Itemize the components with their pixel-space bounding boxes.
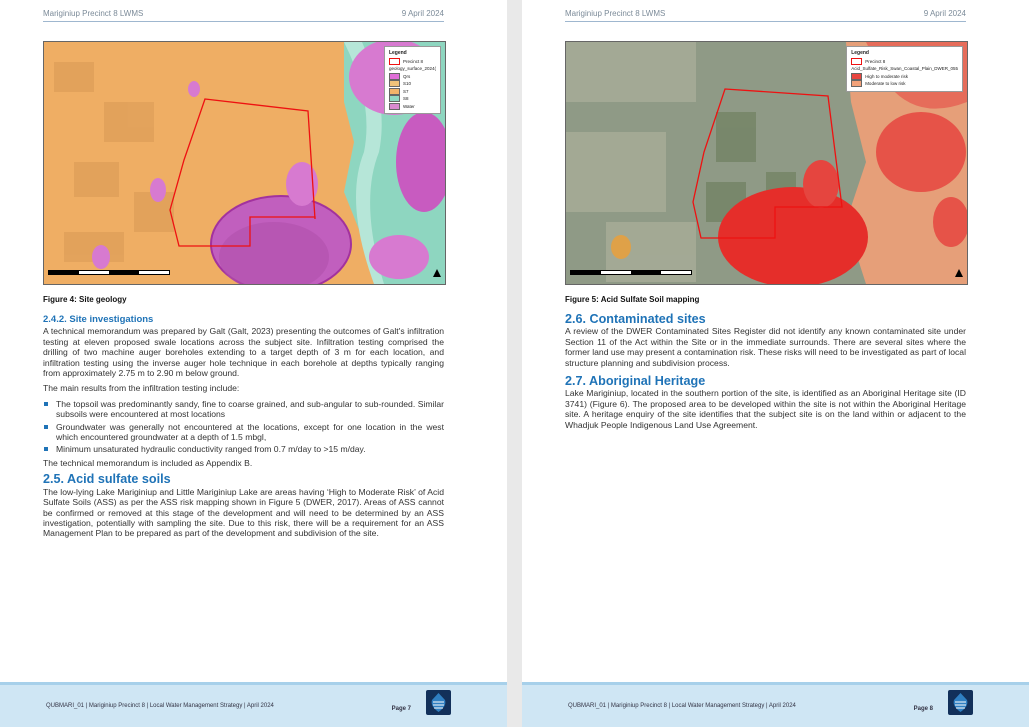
header-date: 9 April 2024 (401, 9, 444, 18)
map-legend (846, 46, 963, 92)
legend-swatch (389, 73, 400, 80)
paragraph: A technical memorandum was prepared by Galt (Galt, 2023) presenting the outcomes of Galt's infiltration testing at eleven proposed swale locations across the subject site. Infiltration testing comprised the drilling of two machine auger boreholes extending to a target depth of 3 m for each location, and infiltration testing using the inverse auger hole technique in each borehole at depths typically ranging from approximately 2.75 m to 2.90 m below ground. (43, 326, 444, 379)
page-footer (522, 682, 1029, 727)
legend-item (851, 58, 958, 66)
legend-label: S8 (402, 96, 409, 101)
map-legend (384, 46, 441, 114)
figure-caption: Figure 5: Acid Sulfate Soil mapping (565, 295, 700, 304)
paragraph: The low-lying Lake Mariginiup and Little Mariginiup Lake are areas having ‘High to Moderate Risk’ of Acid Sulfate Soils (ASS) as per the ASS risk mapping shown in Figure 5 (DWER, 2017). Areas of ASS cannot be confirmed or removed at this stage of the development and will need to be determined by an ASS investigation, potentially with sampling the site. Due to this risk, there will be a requirement for an ASS Management Plan to be prepared as part of the development and subdivision of the site. (43, 486, 444, 539)
legend-item (389, 58, 436, 66)
north-arrow-icon (955, 269, 963, 277)
legend-item (851, 80, 958, 88)
header-doc-title: Mariginiup Precinct 8 LWMS (43, 9, 144, 18)
page-header (565, 9, 966, 22)
legend-item (389, 65, 436, 73)
legend-title: Legend (388, 50, 407, 56)
footer-text: QUBMARI_01 | Mariginiup Precinct 8 | Local Water Management Strategy | April 2024 (46, 703, 274, 709)
paragraph: A review of the DWER Contaminated Sites Register did not identify any known contaminated site under Section 11 of the Act within the Site or in the immediate surrounds. There are several sites where the former land use may present a contamination risk. These risks will need to be investigated as part of local structure planning and subdivision process. (565, 326, 966, 368)
body-text (43, 315, 444, 544)
legend-swatch (389, 58, 400, 65)
legend-swatch (389, 80, 400, 87)
legend-item (851, 65, 958, 73)
legend-swatch (389, 88, 400, 95)
paragraph: The technical memorandum is included as Appendix B. (43, 457, 253, 468)
page-7 (0, 0, 507, 727)
page-8 (522, 0, 1029, 727)
section-heading-2-6: 2.6. Contaminated sites (565, 312, 706, 326)
legend-label: geology_surface_2024( (388, 66, 436, 71)
legend-label: Water (402, 103, 415, 109)
header-doc-title: Mariginiup Precinct 8 LWMS (565, 9, 666, 18)
list-item: Minimum unsaturated hydraulic conductivity ranged from 0.7 m/day to >15 m/day. (43, 444, 444, 454)
legend-label: Precinct 8 (402, 58, 423, 64)
legend-item (851, 73, 958, 81)
body-text (565, 314, 966, 435)
acid-sulfate-soil-map (565, 41, 968, 285)
page-footer (0, 682, 507, 727)
legend-label: S7 (402, 88, 409, 94)
scale-bar (570, 270, 692, 275)
figure-caption: Figure 4: Site geology (43, 295, 127, 304)
legend-swatch (851, 80, 862, 87)
legend-label: Acid_Sulfate_Risk_Swan_Coastal_Plain_DWER_055 (851, 66, 958, 71)
legend-swatch (389, 95, 400, 102)
paragraph: The main results from the infiltration testing include: (43, 383, 240, 394)
legend-label: Moderate to low risk (865, 81, 906, 86)
legend-title: Legend (851, 50, 869, 56)
header-date: 9 April 2024 (923, 9, 966, 18)
legend-item (389, 88, 436, 96)
site-geology-map (43, 41, 446, 285)
list-item: Groundwater was generally not encountered at the locations, except for one location in the west which encountered groundwater at a depth of 1.5 mbgl, (43, 422, 444, 443)
north-arrow-icon (433, 269, 441, 277)
legend-label: S10 (402, 81, 411, 86)
scale-bar (48, 270, 170, 275)
legend-label: Precinct 8 (865, 58, 886, 64)
legend-item (389, 95, 436, 103)
section-heading-2-4-2: 2.4.2. Site investigations (43, 314, 154, 325)
company-logo-icon (948, 690, 973, 715)
legend-label: High to moderate risk (865, 73, 908, 79)
page-number: Page 7 (391, 706, 411, 712)
legend-swatch (851, 73, 862, 80)
section-heading-2-7: 2.7. Aboriginal Heritage (565, 374, 706, 389)
company-logo-icon (426, 690, 451, 715)
page-header (43, 9, 444, 22)
legend-item (389, 103, 436, 111)
legend-item (389, 73, 436, 81)
legend-swatch (389, 103, 400, 110)
paragraph: Lake Mariginiup, located in the southern portion of the site, is identified as an Aboriginal Heritage site (ID 3741) (Figure 6). The proposed area to be developed within the site is not within the Aboriginal Heritage site. A heritage enquiry of the site identifies that the subject site is on the land within or adjacent to the Whadjuk People Indigenous Land Use Agreement. (565, 388, 966, 430)
footer-text: QUBMARI_01 | Mariginiup Precinct 8 | Local Water Management Strategy | April 2024 (568, 703, 796, 709)
legend-swatch (851, 58, 862, 65)
list-item: The topsoil was predominantly sandy, fine to coarse grained, and sub-angular to sub-rounded. Similar subsoils were encountered at most locations (43, 399, 444, 420)
results-list (43, 399, 444, 455)
legend-label: Qrs (402, 73, 411, 79)
legend-item (389, 80, 436, 88)
page-number: Page 8 (913, 706, 933, 712)
section-heading-2-5: 2.5. Acid sulfate soils (43, 472, 171, 487)
